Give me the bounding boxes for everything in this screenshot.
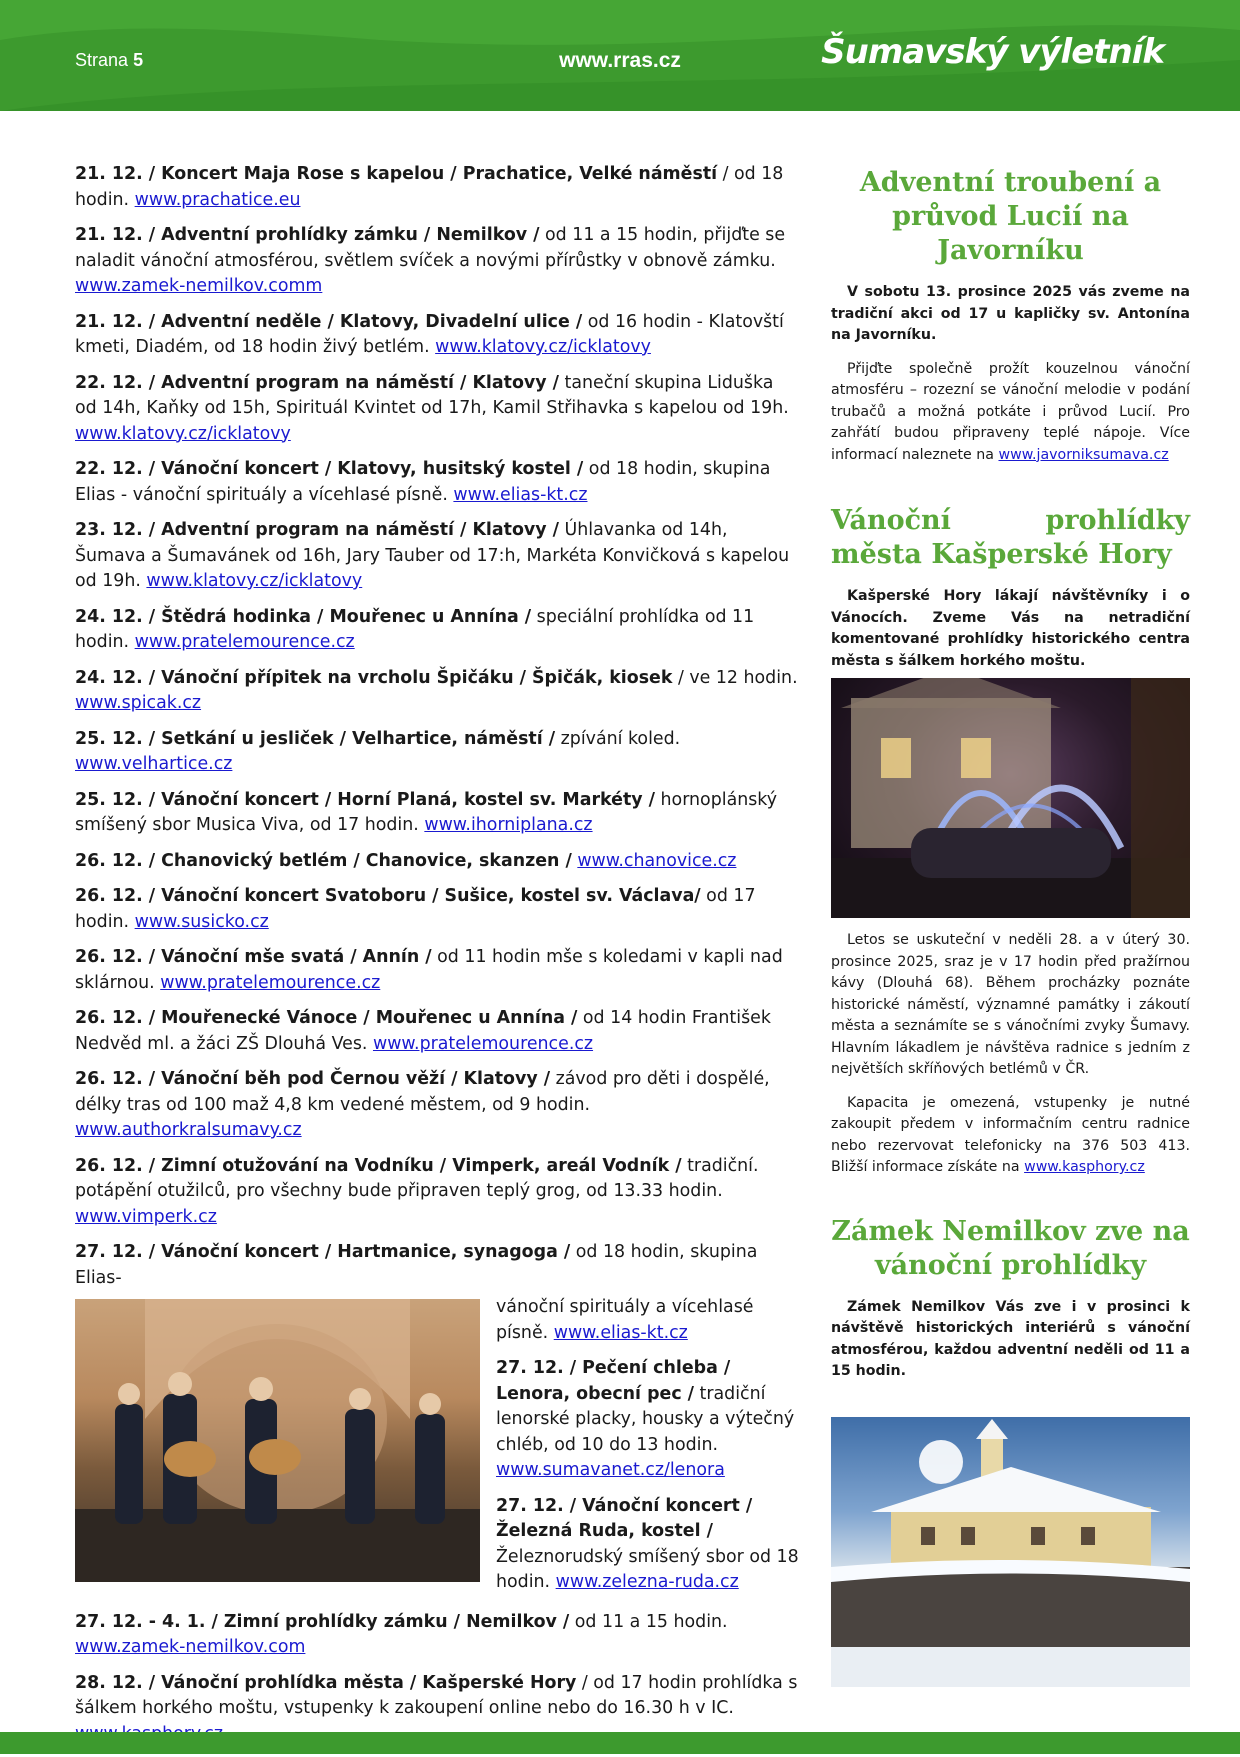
event-link[interactable]: www.prachatice.eu [134,189,301,210]
event-title: 21. 12. / Koncert Maja Rose s kapelou / Prachatice, Velké náměstí [75,164,718,184]
article-title-javornik: Adventní troubení a průvod Lucií na Javorníku [859,167,1162,266]
event-item [496,1356,800,1484]
event-link[interactable]: www.klatovy.cz/icklatovy [435,337,651,357]
article-body-kasperske-hory-1: Letos se uskuteční v neděli 28. a v úterý 30. prosince 2025, sraz je v 17 hodin před pražírnou kávy (Dlouhá 68). Během procházky poznáte historické náměstí, významné památky i zákoutí města a seznámíte se s vánočními zvyky Šumavy. Hlavním lákadlem je návštěva radnice s jedním z největších skříňových betlémů v ČR. [831,932,1190,1077]
event-item [75,605,800,656]
event-link[interactable]: www.pratelemourence.cz [134,632,355,652]
event-link[interactable]: www.zamek-nemilkov.com [75,1637,306,1657]
article-title-kasperske-hory: Vánoční prohlídky města Kašperské Hory [831,505,1190,570]
event-details: tradiční lenorské placky, housky a výtečný chléb, od 10 do 13 hodin. [496,1383,795,1455]
event-link[interactable]: www.chanovice.cz [577,850,737,871]
event-item [75,666,800,717]
event-title: 28. 12. / Vánoční prohlídka města / Kašperské Hory [75,1672,577,1693]
event-item [75,457,800,508]
event-details: hornoplánský smíšený sbor Musica Viva, od 17 hodin. [75,789,778,835]
article-lead-javornik: V sobotu 13. prosince 2025 vás zveme na tradiční akci od 17 u kapličky sv. Antonína na Javorníku. [831,284,1190,343]
page-header [0,0,1240,111]
event-link[interactable]: www.elias-kt.cz [553,1322,688,1343]
event-title: 25. 12. / Setkání u jesliček / Velhartice, náměstí / [75,728,556,749]
event-details: / ve 12 hodin. [672,667,798,688]
event-link[interactable]: www.sumavanet.cz/lenora [496,1460,725,1480]
site-url[interactable]: www.rras.cz [559,49,681,72]
event-link[interactable]: www.elias-kt.cz [453,484,588,505]
event-item [75,945,800,996]
event-details: tradiční. potápění otužilců, pro všechny bude připraven teplý grog, od 13.33 hodin. [75,1155,759,1201]
event-item [75,788,800,839]
event-item [75,518,800,595]
event-title: 21. 12. / Adventní neděle / Klatovy, Divadelní ulice / [75,311,583,332]
event-item [75,1610,800,1661]
article-lead-kasperske-hory: Kašperské Hory lákají návštěvníky i o Vánocích. Zveme Vás na netradiční komentované prohlídky historického centra města s šálkem horkého moštu. [831,588,1190,669]
event-details: taneční skupina Liduška od 14h, Kaňky od 15h, Spirituál Kvintet od 17h, Kamil Střihavka s kapelou od 19h. [75,372,789,418]
event-title: 22. 12. / Vánoční koncert / Klatovy, husitský kostel / [75,459,584,479]
events-column [75,162,800,1757]
event-link[interactable]: www.zamek-nemilkov.comm [75,276,323,296]
article-lead-nemilkov: Zámek Nemilkov Vás zve i v prosinci k návštěvě historických interiérů s vánoční atmosférou, každou adventní neděli od 11 a 15 hodin. [831,1298,1190,1379]
event-title: 27. 12. - 4. 1. / Zimní prohlídky zámku / Nemilkov / [75,1611,570,1632]
concert-photo [75,1299,480,1582]
event-link[interactable]: www.klatovy.cz/icklatovy [75,423,291,444]
brand-title: Šumavský výletník [821,32,1164,72]
events-list [75,162,800,1230]
event-title: 26. 12. / Mouřenecké Vánoce / Mouřenec u Annína / [75,1008,578,1028]
event-item [75,884,800,935]
page-footer-bar [0,1732,1240,1754]
article-title-nemilkov: Zámek Nemilkov zve na vánoční prohlídky [831,1215,1190,1281]
event-details: od 14 hodin František Nedvěd ml. a žáci ZŠ Dlouhá Ves. [75,1008,771,1054]
page-number: Strana 5 [75,50,144,70]
event-title: 27. 12. / Pečení chleba / Lenora, obecní pec / [496,1358,731,1404]
event-item [75,223,800,300]
event-title: 26. 12. / Vánoční mše svatá / Annín / [75,947,432,967]
event-link[interactable]: www.pratelemourence.cz [160,972,381,993]
event-item [75,1067,800,1144]
event-item-hartmanice: 27. 12. / Vánoční koncert / Hartmanice, synagoga / od 18 hodin, skupina Elias- [75,1242,758,1288]
event-title: 26. 12. / Zimní otužování na Vodníku / Vimperk, areál Vodník / [75,1155,682,1176]
event-item [75,162,800,213]
event-item [75,727,800,778]
event-title: 24. 12. / Štědrá hodinka / Mouřenec u Annína / [75,606,532,627]
javornik-link[interactable]: www.javorniksumava.cz [998,446,1169,463]
event-details: od 16 hodin - Klatovští kmeti, Diadém, od 18 hodin živý betlém. [75,311,784,357]
event-link[interactable]: www.authorkralsumavy.cz [75,1120,302,1140]
sidebar [831,166,1190,1687]
event-title: 21. 12. / Adventní prohlídky zámku / Nemilkov / [75,225,540,245]
event-title: 22. 12. / Adventní program na náměstí / Klatovy / [75,372,559,393]
event-title: 26. 12. / Vánoční běh pod Černou věží / Klatovy / [75,1069,551,1089]
event-item [496,1494,800,1596]
nemilkov-castle-photo [831,1417,1190,1687]
event-link[interactable]: www.klatovy.cz/icklatovy [146,571,363,591]
photo-band [75,1295,800,1606]
event-details: závod pro děti i dospělé, délky tras od 100 maž 4,8 km vedené městem, od 9 hodin. [75,1069,770,1115]
christmas-lights-photo [831,678,1190,918]
event-link[interactable]: www.spicak.cz [75,693,202,713]
event-title: 27. 12. / Vánoční koncert / Železná Ruda, kostel / [496,1495,753,1541]
event-link[interactable]: www.ihorniplana.cz [424,815,593,835]
event-item-hartmanice-cont: vánoční spirituály a vícehlasé písně. www.elias-kt.cz [496,1297,754,1343]
event-details: speciální prohlídka od 11 hodin. [75,606,755,652]
event-link[interactable]: www.susicko.cz [134,911,269,932]
event-details: od 11 a 15 hodin, přijďte se naladit vánoční atmosférou, světlem svíček a novými přírůstky v obnově zámku. [75,225,786,271]
kasphory-link[interactable]: www.kasphory.cz [1024,1159,1145,1175]
event-title: 25. 12. / Vánoční koncert / Horní Planá, kostel sv. Markéty / [75,789,655,810]
event-link[interactable]: www.pratelemourence.cz [372,1033,594,1054]
side-events [496,1295,800,1606]
event-link[interactable]: www.velhartice.cz [75,754,233,774]
event-details: od 11 hodin mše s koledami v kapli nad sklárnou. [75,947,783,993]
event-link[interactable]: www.vimperk.cz [75,1206,217,1227]
event-item [75,1154,800,1231]
event-details: od 18 hodin, skupina Elias - vánoční spirituály a vícehlasé písně. [75,459,771,505]
event-title: 26. 12. / Chanovický betlém / Chanovice, skanzen / [75,850,572,871]
event-item [75,310,800,361]
event-title: 23. 12. / Adventní program na náměstí / Klatovy / [75,520,559,540]
event-details: od 17 hodin. [75,886,756,932]
event-details: Úhlavanka od 14h, Šumava a Šumavánek od 16h, Jary Tauber od 17:h, Markéta Konvičková s kapelou od 19h. [75,520,790,591]
event-item [75,849,800,875]
event-title: 26. 12. / Vánoční koncert Svatoboru / Sušice, kostel sv. Václava/ [75,886,701,906]
article-body-kasperske-hory-2: Kapacita je omezená, vstupenky je nutné zakoupit předem v informačním centru radnice nebo rezervovat telefonicky na 376 503 413. Bližší informace získáte na www.kasphory.cz [831,1094,1190,1175]
event-item [75,1006,800,1057]
event-title: 24. 12. / Vánoční přípitek na vrcholu Špičáku / Špičák, kiosek [75,667,673,688]
event-details: od 11 a 15 hodin. [569,1611,728,1632]
event-details: Železnorudský smíšený sbor od 18 hodin. [496,1546,799,1592]
event-item [75,371,800,448]
event-details: zpívání koled. [555,728,681,749]
event-link[interactable]: www.zelezna-ruda.cz [555,1572,739,1592]
article-body-javornik: Přijďte společně prožít kouzelnou vánoční atmosféru – rozezní se vánoční melodie v podání trubačů a možná potkáte i průvod Lucií. Pro zahřátí budou připraveny teplé nápoje. Více informací naleznete na www.javorniksumava.cz [831,360,1190,463]
event-details: / od 18 hodin. [75,164,784,210]
event-details: / od 17 hodin prohlídka s šálkem horkého moštu, vstupenky k zakoupení online nebo do 16.30 h v IC. [75,1672,798,1718]
